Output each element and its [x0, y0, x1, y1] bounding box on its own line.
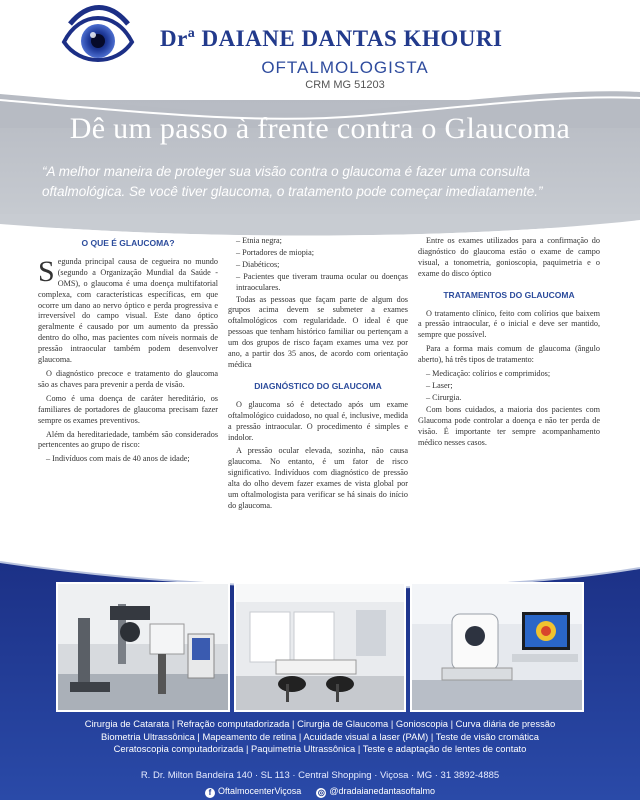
- drop-cap: S: [38, 254, 55, 288]
- risk-list-item: – Indivíduos com mais de 40 anos de idade;: [46, 454, 190, 464]
- photo-reception-room: [234, 582, 406, 712]
- oct-equipment-image: [412, 584, 582, 710]
- doctor-name: Drª DAIANE DANTAS KHOURI: [160, 26, 503, 51]
- clinic-room-image: [236, 584, 404, 710]
- article-paragraph: O glaucoma só é detectado após um exame oftalmológico cuidadoso, no qual é, inclusive, medida a pressão intraocular. O procedimento é simples e indolor.: [228, 399, 408, 442]
- risk-list-item: – Portadores de miopia;: [236, 247, 314, 257]
- photo-exam-room-1: [56, 582, 230, 712]
- article-paragraph: Para a forma mais comum de glaucoma (ângulo aberto), há três tipos de tratamento:: [418, 344, 600, 365]
- section-heading-diagnosis: DIAGNÓSTICO DO GLAUCOMA: [254, 380, 382, 391]
- article-paragraph: Além da hereditariedade, também são considerados pertencentes ao grupo de risco:: [38, 429, 218, 450]
- clinic-address: R. Dr. Milton Bandeira 140 · SL 113 · Central Shopping · Viçosa · MG · 31 3892-4885: [140, 770, 500, 781]
- risk-list-item: – Diabéticos;: [236, 259, 280, 269]
- exam-equipment-image: [58, 584, 228, 710]
- article-column-1: [38, 236, 218, 466]
- services-line: Cirurgia de Catarata | Refração computadorizada | Cirurgia de Glaucoma | Gonioscopia | Curva diária de pressão: [84, 718, 556, 729]
- article-paragraph: O tratamento clínico, feito com colírios que baixem a pressão intraocular, é o inicial e deve ser mantido, sempre que possível.: [418, 308, 600, 340]
- main-headline: Dê um passo à frente contra o Glaucoma: [69, 112, 571, 145]
- instagram-handle[interactable]: @dradaianedantasoftalmo: [329, 786, 436, 796]
- photo-exam-room-2: [410, 582, 584, 712]
- services-list: [20, 718, 620, 756]
- section-heading-treatment: TRATAMENTOS DO GLAUCOMA: [443, 289, 575, 300]
- article-paragraph: A pressão ocular elevada, sozinha, não causa glaucoma. No entanto, é um fator de risco significativo. Indivíduos com diagnóstico de pressão alta do olho devem fazer exames de vista global por um oftalmologista para verificar se há sinais do início do glaucoma.: [228, 446, 408, 510]
- article-column-2: [228, 236, 408, 515]
- treatment-list-item: – Cirurgia.: [426, 392, 462, 402]
- treatment-list-item: – Laser;: [426, 380, 453, 390]
- article-paragraph: Todas as pessoas que façam parte de algum dos grupos acima devem se submeter a exames oftalmológicos com regularidade. O ideal é que pessoas que tenham histórico familiar ou pertençam a um dos grupos de risco façam exames uma vez por ano, a partir dos 35 anos, de acordo com orientação médica: [228, 294, 408, 369]
- treatment-list-item: – Medicação: colírios e comprimidos;: [426, 369, 551, 379]
- specialty-title: OFTALMOLOGISTA: [261, 58, 429, 77]
- social-links: [0, 786, 640, 798]
- section-heading-what-is: O QUE É GLAUCOMA?: [81, 238, 175, 248]
- article-column-3: [418, 236, 600, 451]
- facebook-handle[interactable]: OftalmocenterViçosa: [217, 786, 302, 796]
- risk-list-item: – Pacientes que tiveram trauma ocular ou doenças intraoculares.: [236, 271, 408, 292]
- facebook-icon: f: [205, 788, 215, 798]
- crm-number: CRM MG 51203: [305, 79, 385, 91]
- article-paragraph: Como é uma doença de caráter hereditário, os familiares de portadores de glaucoma precisam fazer sempre os exames preventivos.: [38, 393, 218, 425]
- services-line: Ceratoscopia computadorizada | Paquimetria Ultrassônica | Teste e adaptação de lentes de contato: [113, 743, 527, 754]
- article-paragraph: O diagnóstico precoce e tratamento do glaucoma são as chaves para prevenir a perda de visão.: [38, 368, 218, 389]
- banner-quote: “A melhor maneira de proteger sua visão contra o glaucoma é fazer uma consulta oftalmológica. Se você tiver glaucoma, o tratamento pode começar imediatamente.”: [42, 164, 543, 199]
- article-paragraph: Com bons cuidados, a maioria dos pacientes com Glaucoma pode controlar a doença e não ter perda de visão. É importante ter sempre acompanhamento médico nesses casos.: [418, 404, 600, 447]
- instagram-icon: ◎: [317, 788, 325, 797]
- article-paragraph: Entre os exames utilizados para a confirmação do diagnóstico do glaucoma estão o exame de campo visual, a tonometria, gonioscopia, paquimetria e o exame do disco óptico: [418, 236, 600, 278]
- risk-list-item: – Etnia negra;: [236, 236, 282, 245]
- article-paragraph: Segunda principal causa de cegueira no mundo (segundo a Organização Mundial da Saúde - OMS), o glaucoma é uma doença multifatorial complexa, com características específicas, em que ocorre um dano ao nervo óptico e perda progressiva e irreversível do campo visual. Este dano óptico geralmente é causado por um aumento da pressão dentro do olho, mas pacientes com níveis normais de pressão intraocular também podem desenvolver glaucoma.: [38, 254, 218, 365]
- services-line: Biometria Ultrassônica | Mapeamento de retina | Acuidade visual a laser (PAM) | Teste de visão cromática: [101, 730, 539, 742]
